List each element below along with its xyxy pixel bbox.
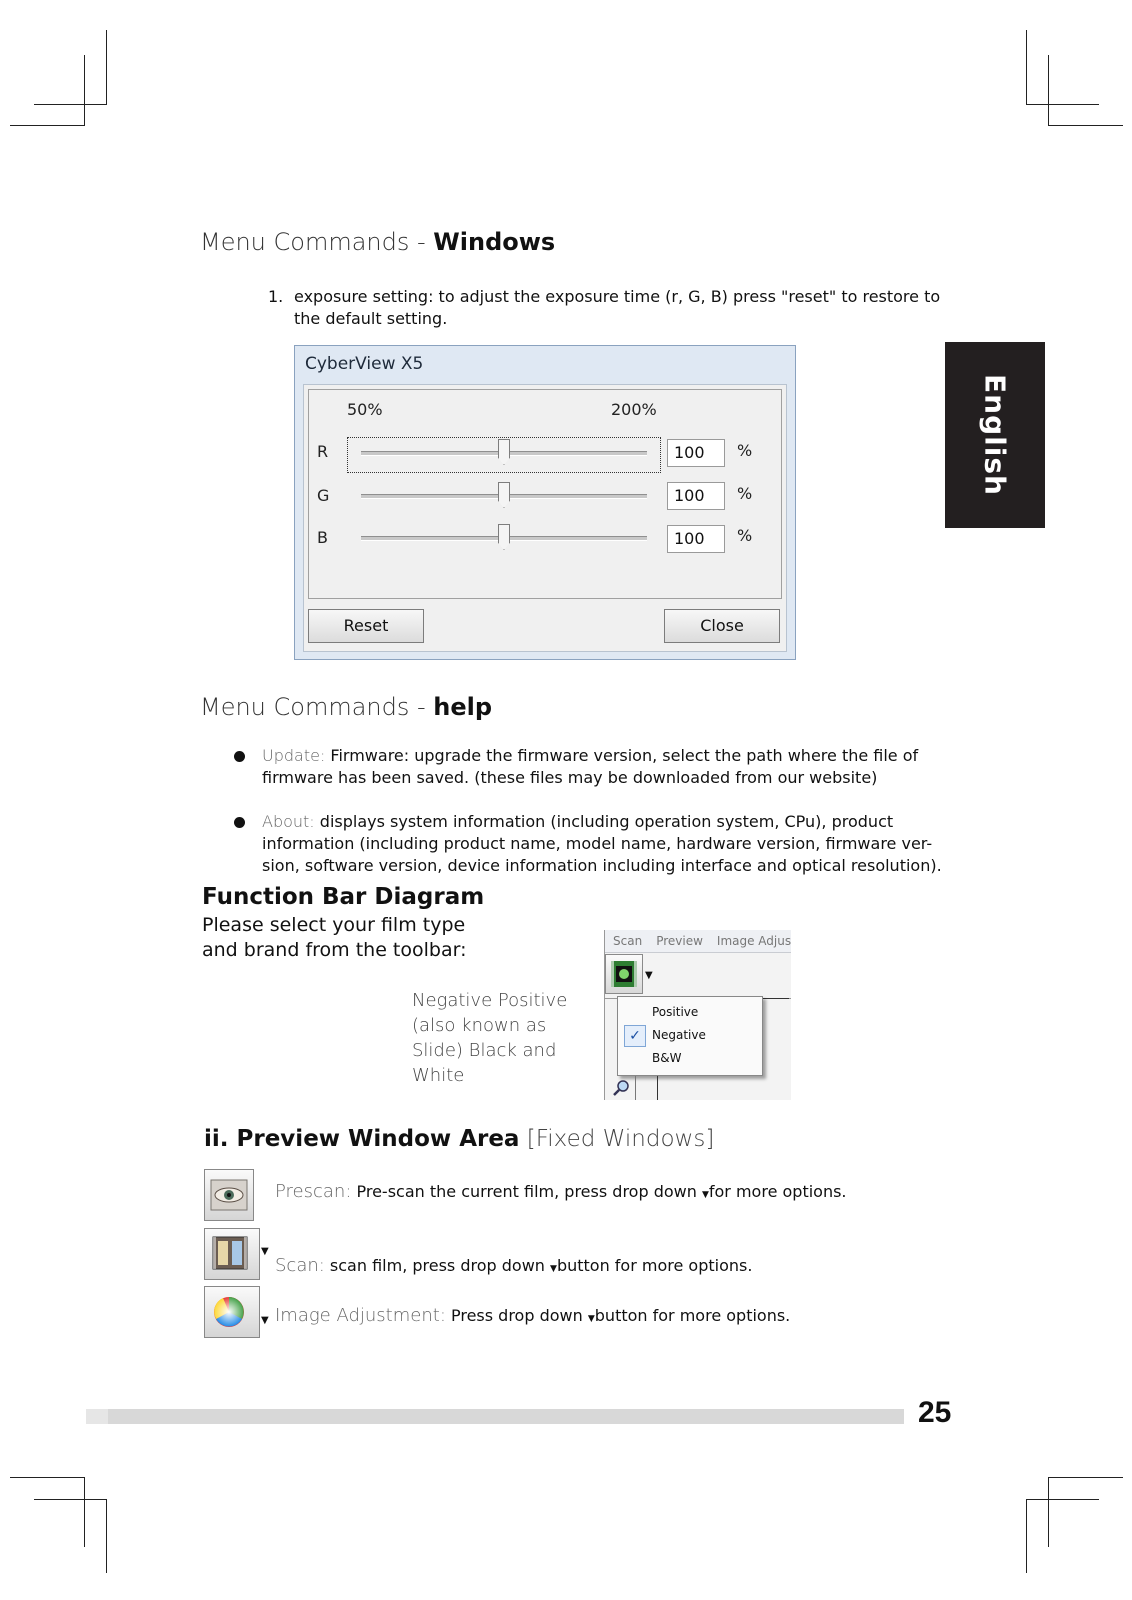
image-adjust-row [275,1305,790,1326]
film-type-popup [617,996,763,1076]
dialog-body [303,384,787,652]
desc-line: (also known as [412,1015,547,1036]
reset-button[interactable]: Reset [308,609,424,643]
scan-row [275,1255,752,1276]
preview-heading-bold: ii. Preview Window Area [204,1126,520,1152]
windows-item-line2: the default setting. [294,309,448,328]
about-bullet [262,811,942,877]
windows-item-text [294,286,941,330]
exposure-group [308,389,782,599]
value-field-r[interactable]: 100 [667,439,725,467]
film-type-button[interactable] [605,954,643,994]
film-type-description [412,988,567,1088]
help-heading-bold: help [433,693,493,721]
eye-icon [205,1170,253,1220]
image-adjust-desc: Press drop down [445,1306,588,1325]
desc-line: Negative Positive [412,990,568,1011]
preview-area-heading [204,1126,714,1152]
scan-desc: scan film, press drop down [324,1256,551,1275]
language-tab [945,342,1045,528]
menu-scan[interactable]: Scan [613,934,643,948]
crop-mark [1048,125,1123,126]
image-adjust-label: Image Adjustment: [275,1305,446,1326]
dialog-title: CyberView X5 [305,354,424,374]
help-heading [200,693,492,721]
exposure-dialog [294,345,796,660]
language-tab-label: English [978,374,1012,496]
menu-image-adjust[interactable]: Image Adjus [716,934,791,948]
film-type-dropdown-icon[interactable]: ▼ [645,970,653,981]
desc-line: White [412,1065,465,1086]
crop-mark [1026,1499,1099,1500]
about-label: About: [262,812,315,831]
unit-label-g: % [737,484,753,503]
image-adjust-desc-after: button for more options. [594,1306,791,1325]
min-percent-label: 50% [347,400,383,419]
windows-heading [200,228,555,256]
crop-mark [1026,1499,1027,1573]
help-heading-prefix: Menu Commands - [200,693,434,721]
prescan-desc-after: for more options. [708,1182,847,1201]
windows-heading-bold: Windows [433,228,556,256]
value-field-b[interactable]: 100 [667,525,725,553]
crop-mark [1048,55,1049,125]
ruler-tick-icon [763,984,789,999]
crop-mark [10,1477,85,1478]
bullet-dot [234,751,245,762]
update-line1: Firmware: upgrade the firmware version, select the path where the file of [325,746,919,765]
slider-thumb-g[interactable] [498,482,510,508]
checkmark-icon: ✓ [624,1025,646,1047]
row-label-b: B [317,528,328,547]
bullet-dot [234,817,245,828]
toolbar-divider [635,1076,636,1100]
crop-mark [1026,30,1027,104]
about-line2: information (including product name, model name, hardware version, firmware ver- [262,834,933,853]
prescan-dropdown-icon: ▼ [701,1190,709,1200]
crop-mark [1048,1477,1123,1478]
windows-item-number: 1. [268,287,284,306]
film-scan-icon [205,1229,259,1279]
intro-line1: Please select your film type [202,914,466,936]
crop-mark [1026,104,1099,105]
row-label-r: R [317,442,329,461]
crop-mark [106,30,107,104]
slider-thumb-b[interactable] [498,524,510,550]
unit-label-r: % [737,441,753,460]
scan-button[interactable] [204,1228,260,1280]
function-bar-heading: Function Bar Diagram [202,884,485,910]
crop-mark [1048,1477,1049,1547]
crop-mark [84,1477,85,1547]
update-bullet [262,745,942,789]
crop-mark [10,125,85,126]
color-wheel-icon [205,1287,259,1337]
zoom-icon [611,1078,633,1096]
row-label-g: G [317,486,330,505]
scan-label: Scan: [275,1255,325,1276]
preview-heading-light: [Fixed Windows] [519,1126,715,1152]
toolbar-menubar [605,930,791,953]
image-adjust-dropdown-icon: ▼ [587,1314,595,1324]
crop-mark [106,1499,107,1573]
max-percent-label: 200% [611,400,657,419]
unit-label-b: % [737,526,753,545]
film-icon [606,955,642,993]
about-line1: displays system information (including operation system, CPu), product [314,812,894,831]
prescan-row [275,1181,847,1202]
scan-dropdown-icon: ▼ [550,1264,557,1274]
windows-heading-prefix: Menu Commands - [200,228,434,256]
close-button[interactable]: Close [664,609,780,643]
crop-mark [34,1499,107,1500]
intro-line2: and brand from the toolbar: [202,939,467,961]
scan-desc-after: button for more options. [556,1256,753,1275]
footer-bar-accent [86,1409,108,1424]
menu-preview[interactable]: Preview [656,934,703,948]
prescan-label: Prescan: [275,1181,352,1202]
popup-item-bw[interactable]: B&W [652,1051,682,1065]
windows-item-line1: exposure setting: to adjust the exposure time (r, G, B) press "reset" to restore to [294,287,941,306]
image-adjust-dropdown-icon[interactable]: ▼ [261,1315,269,1326]
about-line3: sion, software version, device information including interface and optical resolution). [262,856,942,875]
crop-mark [84,55,85,125]
prescan-button[interactable] [204,1169,254,1221]
popup-item-negative[interactable]: Negative [652,1028,706,1042]
scan-dropdown-icon[interactable]: ▼ [261,1246,269,1257]
desc-line: Slide) Black and [412,1040,557,1061]
toolbar-screenshot [604,930,791,1100]
update-line2: firmware has been saved. (these files may be downloaded from our website) [262,768,878,787]
function-bar-intro [202,913,466,963]
image-adjustment-button[interactable] [204,1286,260,1338]
page-number: 25 [918,1396,952,1429]
toolbar-divider [657,1076,658,1100]
prescan-desc: Pre-scan the current film, press drop down [351,1182,702,1201]
update-label: Update: [262,746,326,765]
popup-item-positive[interactable]: Positive [652,1005,699,1019]
value-field-g[interactable]: 100 [667,482,725,510]
crop-mark [34,104,107,105]
footer-bar [86,1409,904,1424]
